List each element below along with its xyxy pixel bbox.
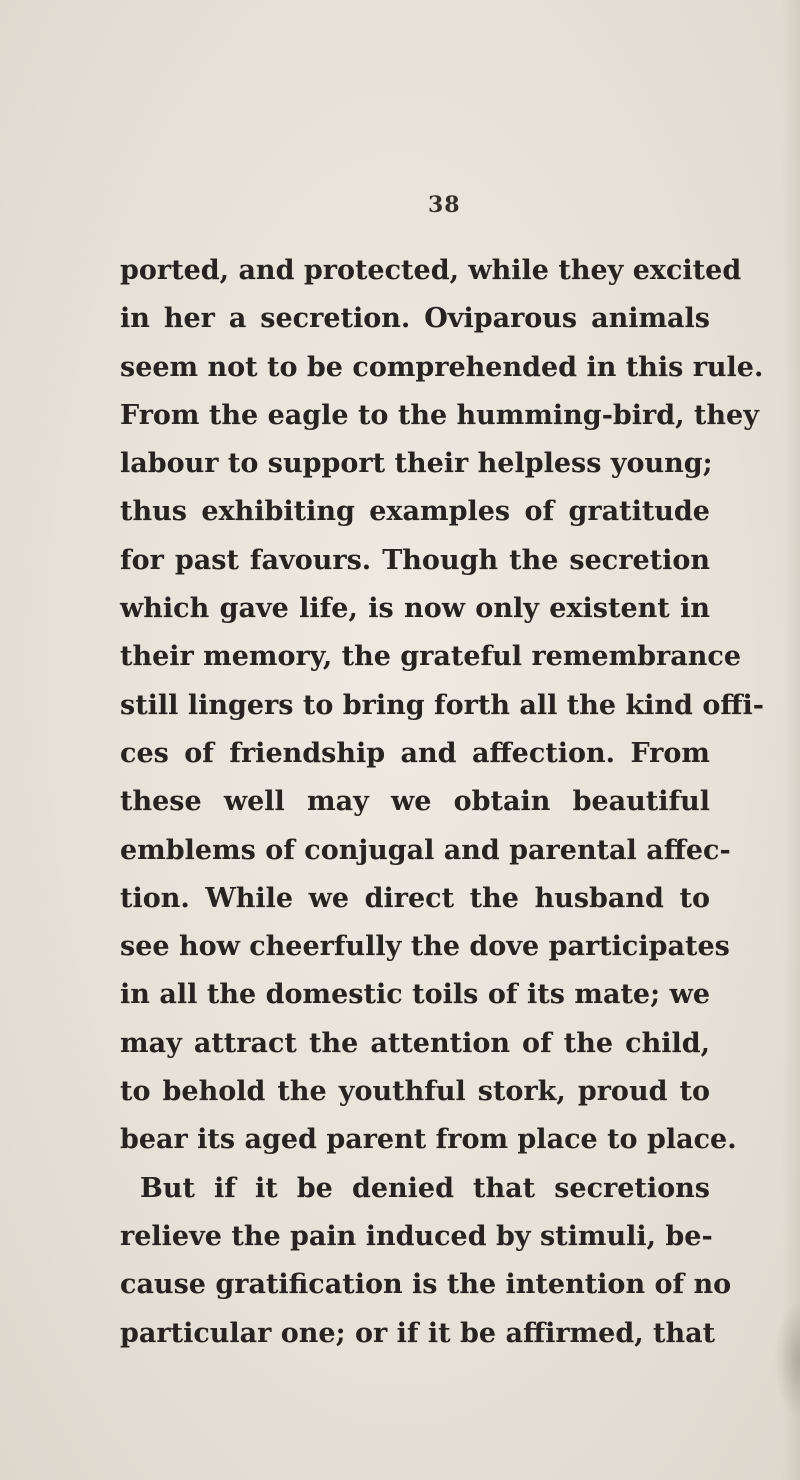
text-line: particular one; or if it be affirmed, that bbox=[120, 1317, 716, 1349]
text-line: ported, and protected, while they excited bbox=[120, 255, 742, 286]
text-line: in her a secretion. Oviparous animals bbox=[120, 303, 710, 335]
text-line: But if it be denied that secretions bbox=[140, 1172, 710, 1204]
text-line: relieve the pain induced by stimuli, be- bbox=[120, 1220, 713, 1252]
text-line: still lingers to bring forth all the kind offi- bbox=[120, 689, 764, 721]
text-line: labour to support their helpless young; bbox=[120, 448, 713, 480]
text-line: these well may we obtain beautiful bbox=[120, 786, 710, 818]
page-edge-shadow bbox=[782, 0, 800, 1480]
page-corner-mark bbox=[774, 1300, 800, 1420]
text-line: From the eagle to the humming-bird, they bbox=[120, 399, 759, 431]
text-line: for past favours. Though the secretion bbox=[120, 544, 710, 576]
text-line: bear its aged parent from place to place. bbox=[120, 1124, 737, 1156]
text-line: to behold the youthful stork, proud to bbox=[120, 1076, 710, 1108]
text-line: cause gratification is the intention of no bbox=[120, 1269, 732, 1301]
text-line: see how cheerfully the dove participates bbox=[120, 931, 730, 963]
text-line: seem not to be comprehended in this rule. bbox=[120, 351, 764, 383]
text-line: thus exhibiting examples of gratitude bbox=[120, 496, 710, 528]
text-line: their memory, the grateful remembrance bbox=[120, 641, 742, 673]
text-line: tion. While we direct the husband to bbox=[120, 882, 710, 914]
page-number: 38 bbox=[428, 192, 461, 218]
body-text bbox=[120, 247, 764, 1358]
text-line: in all the domestic toils of its mate; we bbox=[120, 979, 710, 1011]
text-line: ces of friendship and affection. From bbox=[120, 737, 710, 769]
text-line: emblems of conjugal and parental affec- bbox=[120, 834, 731, 866]
text-line: may attract the attention of the child, bbox=[120, 1027, 710, 1059]
text-line: which gave life, is now only existent in bbox=[120, 593, 710, 625]
